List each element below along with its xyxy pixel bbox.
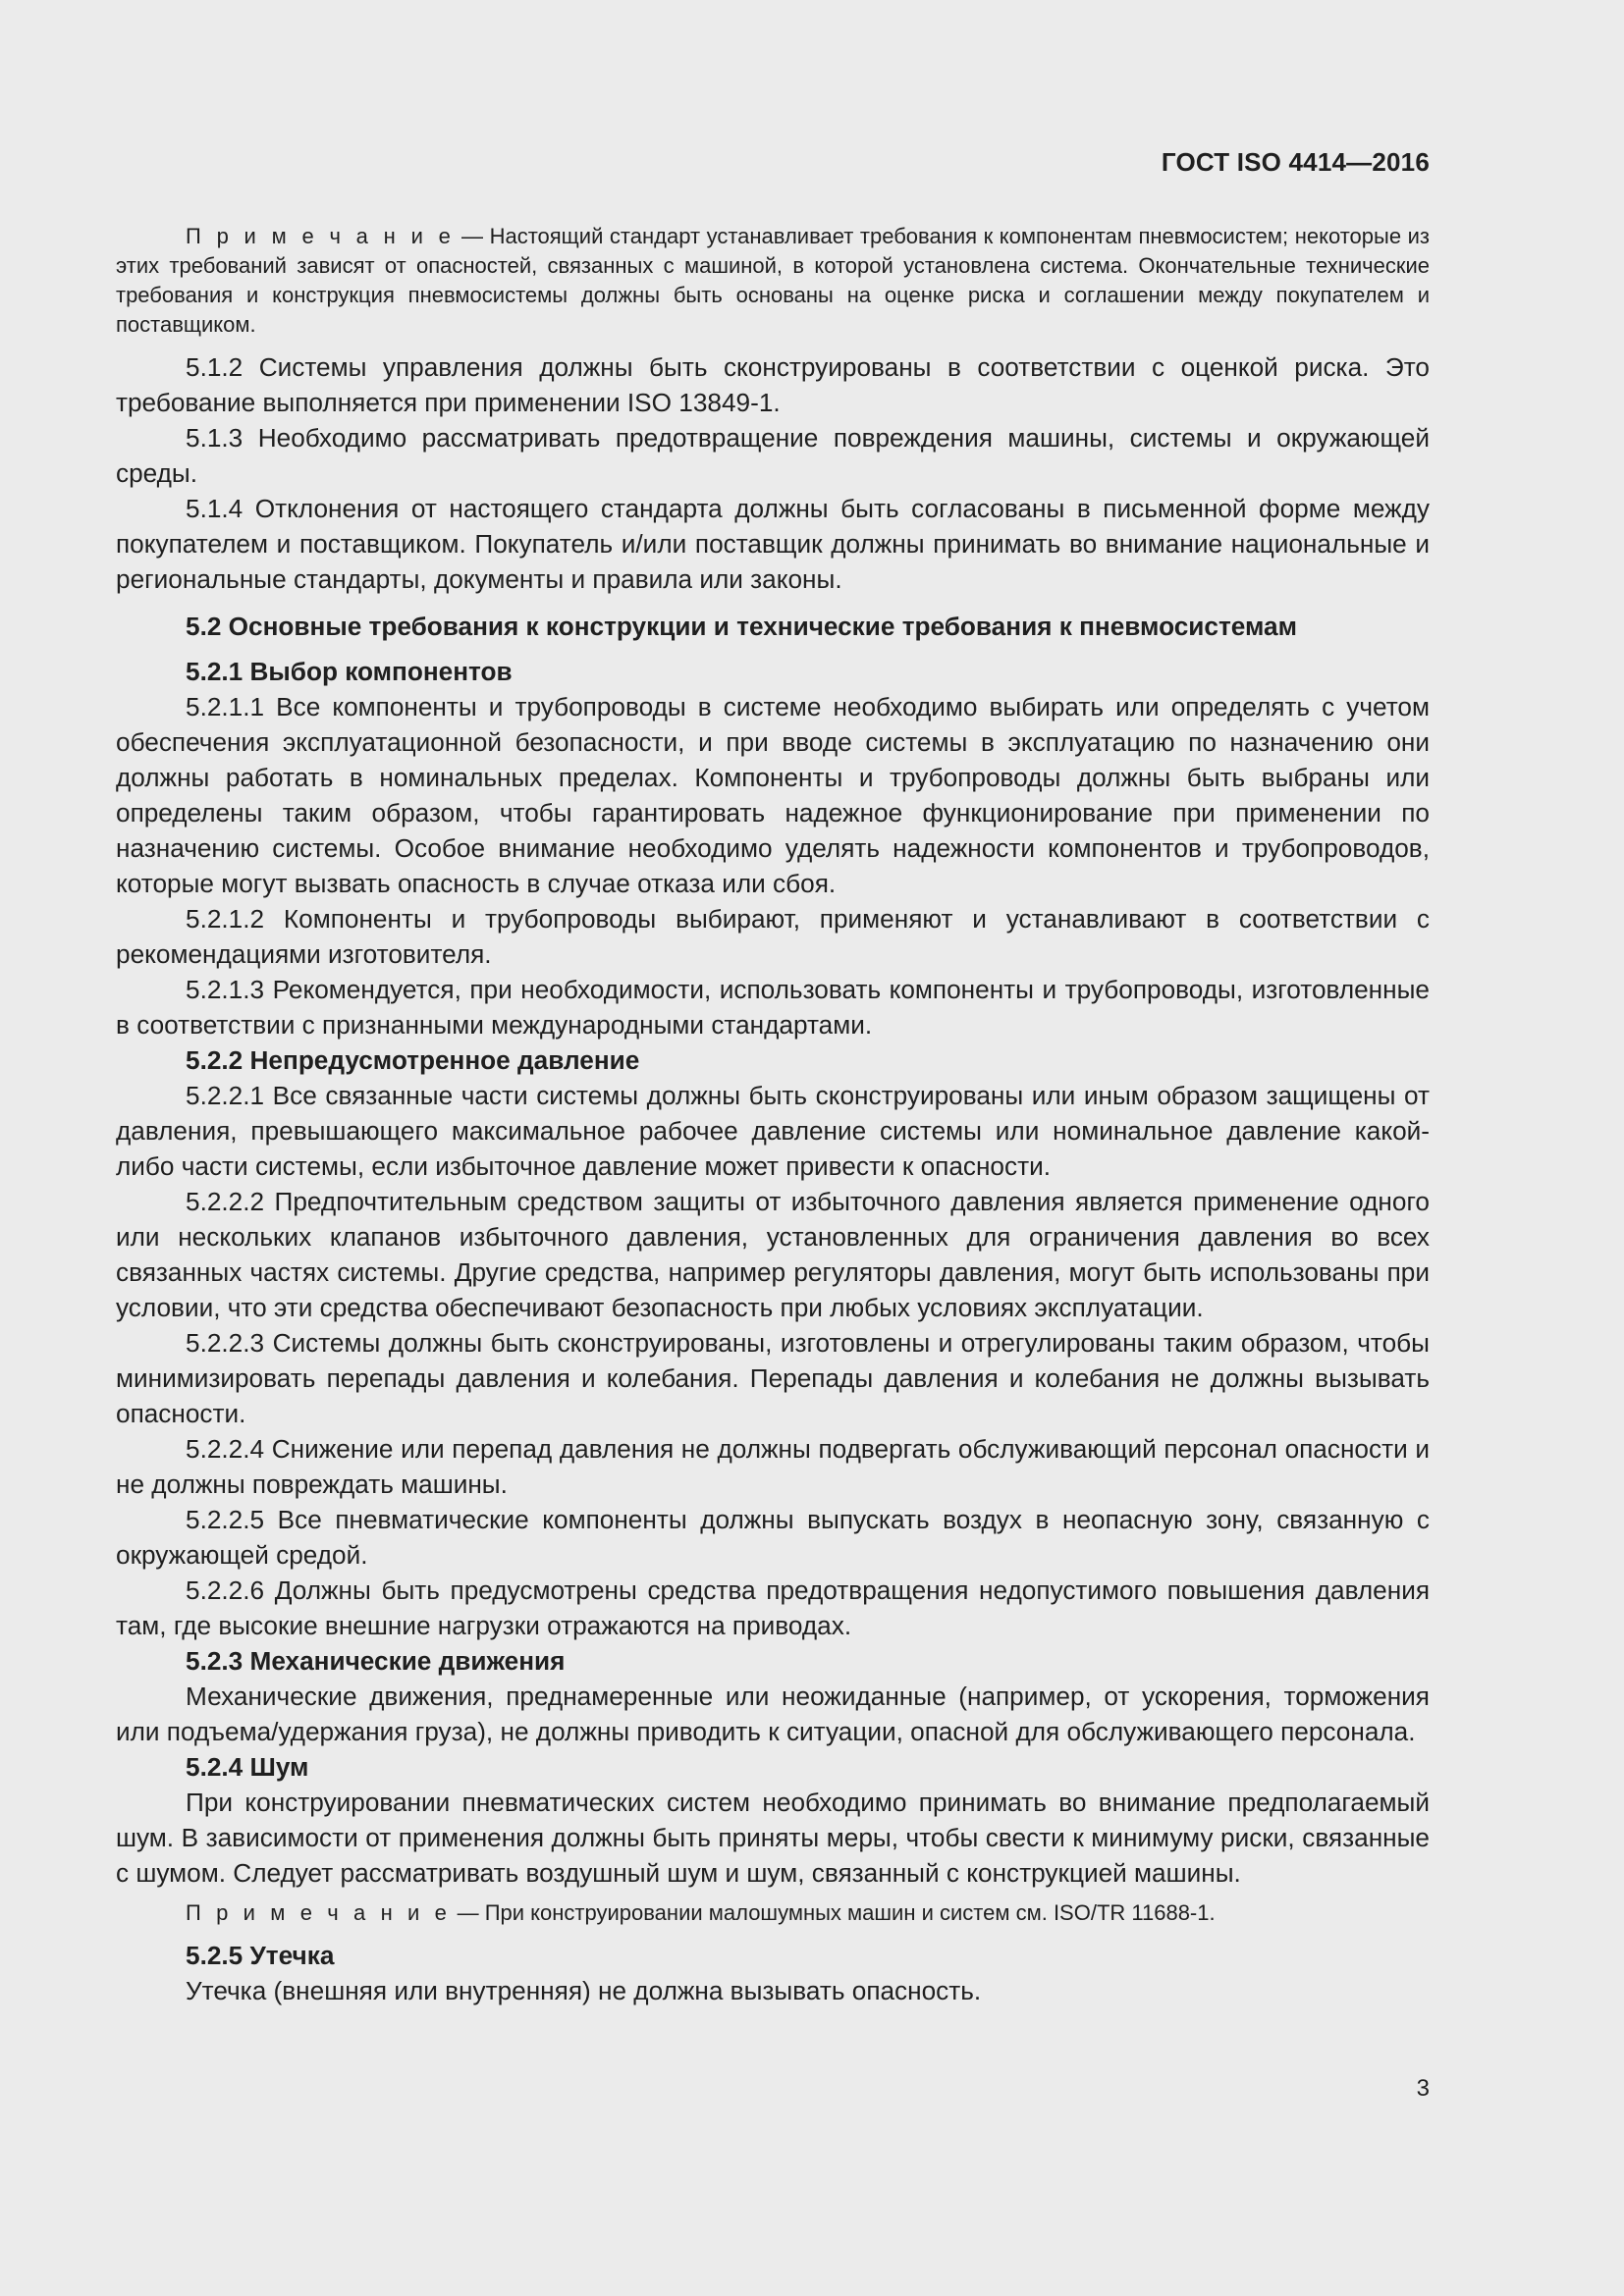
- clause-5-2-2-5: 5.2.2.5 Все пневматические компоненты должны выпускать воздух в неопасную зону, связанную с окружающей средой.: [116, 1505, 1430, 1570]
- clause-5-2-5: Утечка (внешняя или внутренняя) не должна вызывать опасность.: [186, 1976, 982, 2005]
- subsection-heading-5-2-2: 5.2.2 Непредусмотренное давление: [186, 1045, 640, 1075]
- note-label: П р и м е ч а н и е: [186, 1900, 452, 1925]
- page-number: 3: [1416, 2075, 1430, 2102]
- clause-5-2-2-4: 5.2.2.4 Снижение или перепад давления не должны подвергать обслуживающий персонал опасности и не должны повреждать машины.: [116, 1434, 1430, 1499]
- clause-5-1-3: 5.1.3 Необходимо рассматривать предотвращение повреждения машины, системы и окружающей среды.: [116, 423, 1430, 488]
- clause-5-1-2: 5.1.2 Системы управления должны быть сконструированы в соответствии с оценкой риска. Это требование выполняется при применении ISO 13849-1.: [116, 352, 1430, 417]
- subsection-heading-5-2-1: 5.2.1 Выбор компонентов: [186, 657, 513, 686]
- note-text: — Настоящий стандарт устанавливает требования к компонентам пневмосистем; некоторые из этих требований зависят от опасностей, связанных с машиной, в которой установлена система. Окончательные технические требования и конструкция пневмосистемы должны быть основаны на оценке риска и соглашении между покупателем и поставщиком.: [116, 224, 1430, 337]
- note-paragraph: [116, 222, 1430, 340]
- clause-5-2-2-1: 5.2.2.1 Все связанные части системы должны быть сконструированы или иным образом защищены от давления, превышающего максимальное рабочее давление системы или номинальное давление какой-либо части системы, если избыточное давление может привести к опасности.: [116, 1081, 1430, 1181]
- note-text: — При конструировании малошумных машин и систем см. ISO/TR 11688-1.: [451, 1900, 1216, 1925]
- clause-5-2-2-6: 5.2.2.6 Должны быть предусмотрены средства предотвращения недопустимого повышения давления там, где высокие внешние нагрузки отражаются на приводах.: [116, 1575, 1430, 1640]
- clause-5-1-4: 5.1.4 Отклонения от настоящего стандарта должны быть согласованы в письменной форме между покупателем и поставщиком. Покупатель и/или поставщик должны принимать во внимание национальные и региональные стандарты, документы и правила или законы.: [116, 494, 1430, 594]
- clause-5-2-2-2: 5.2.2.2 Предпочтительным средством защиты от избыточного давления является применение одного или нескольких клапанов избыточного давления, установленных для ограничения давления во всех связанных частях системы. Другие средства, например регуляторы давления, могут быть использованы при условии, что эти средства обеспечивают безопасность при любых условиях эксплуатации.: [116, 1187, 1430, 1322]
- clause-5-2-4: При конструировании пневматических систем необходимо принимать во внимание предполагаемый шум. В зависимости от применения должны быть приняты меры, чтобы свести к минимуму риски, связанные с шумом. Следует рассматривать воздушный шум и шум, связанный с конструкцией машины.: [116, 1788, 1430, 1888]
- clause-5-2-1-2: 5.2.1.2 Компоненты и трубопроводы выбирают, применяют и устанавливают в соответствии с рекомендациями изготовителя.: [116, 904, 1430, 969]
- document-code-header: ГОСТ ISO 4414—2016: [1161, 147, 1430, 177]
- note-paragraph: [116, 1898, 1430, 1928]
- clause-5-2-2-3: 5.2.2.3 Системы должны быть сконструированы, изготовлены и отрегулированы таким образом, чтобы минимизировать перепады давления и колебания. Перепады давления и колебания не должны вызывать опасности.: [116, 1328, 1430, 1428]
- section-heading-5-2: 5.2 Основные требования к конструкции и технические требования к пневмосистемам: [186, 612, 1297, 641]
- clause-5-2-1-1: 5.2.1.1 Все компоненты и трубопроводы в системе необходимо выбирать или определять с учетом обеспечения эксплуатационной безопасности, и при вводе системы в эксплуатацию по назначению они должны работать в номинальных пределах. Компоненты и трубопроводы должны быть выбраны или определены таким образом, чтобы гарантировать надежное функционирование при применении по назначению системы. Особое внимание необходимо уделять надежности компонентов и трубопроводов, которые могут вызвать опасность в случае отказа или сбоя.: [116, 692, 1430, 898]
- subsection-heading-5-2-3: 5.2.3 Механические движения: [186, 1646, 566, 1676]
- subsection-heading-5-2-5: 5.2.5 Утечка: [186, 1941, 335, 1970]
- subsection-heading-5-2-4: 5.2.4 Шум: [186, 1752, 309, 1782]
- note-label: П р и м е ч а н и е: [186, 224, 456, 248]
- clause-5-2-3: Механические движения, преднамеренные или неожиданные (например, от ускорения, торможения или подъема/удержания груза), не должны приводить к ситуации, опасной для обслуживающего персонала.: [116, 1682, 1430, 1746]
- clause-5-2-1-3: 5.2.1.3 Рекомендуется, при необходимости, использовать компоненты и трубопроводы, изготовленные в соответствии с признанными международными стандартами.: [116, 975, 1430, 1040]
- page-content: [116, 222, 1430, 2008]
